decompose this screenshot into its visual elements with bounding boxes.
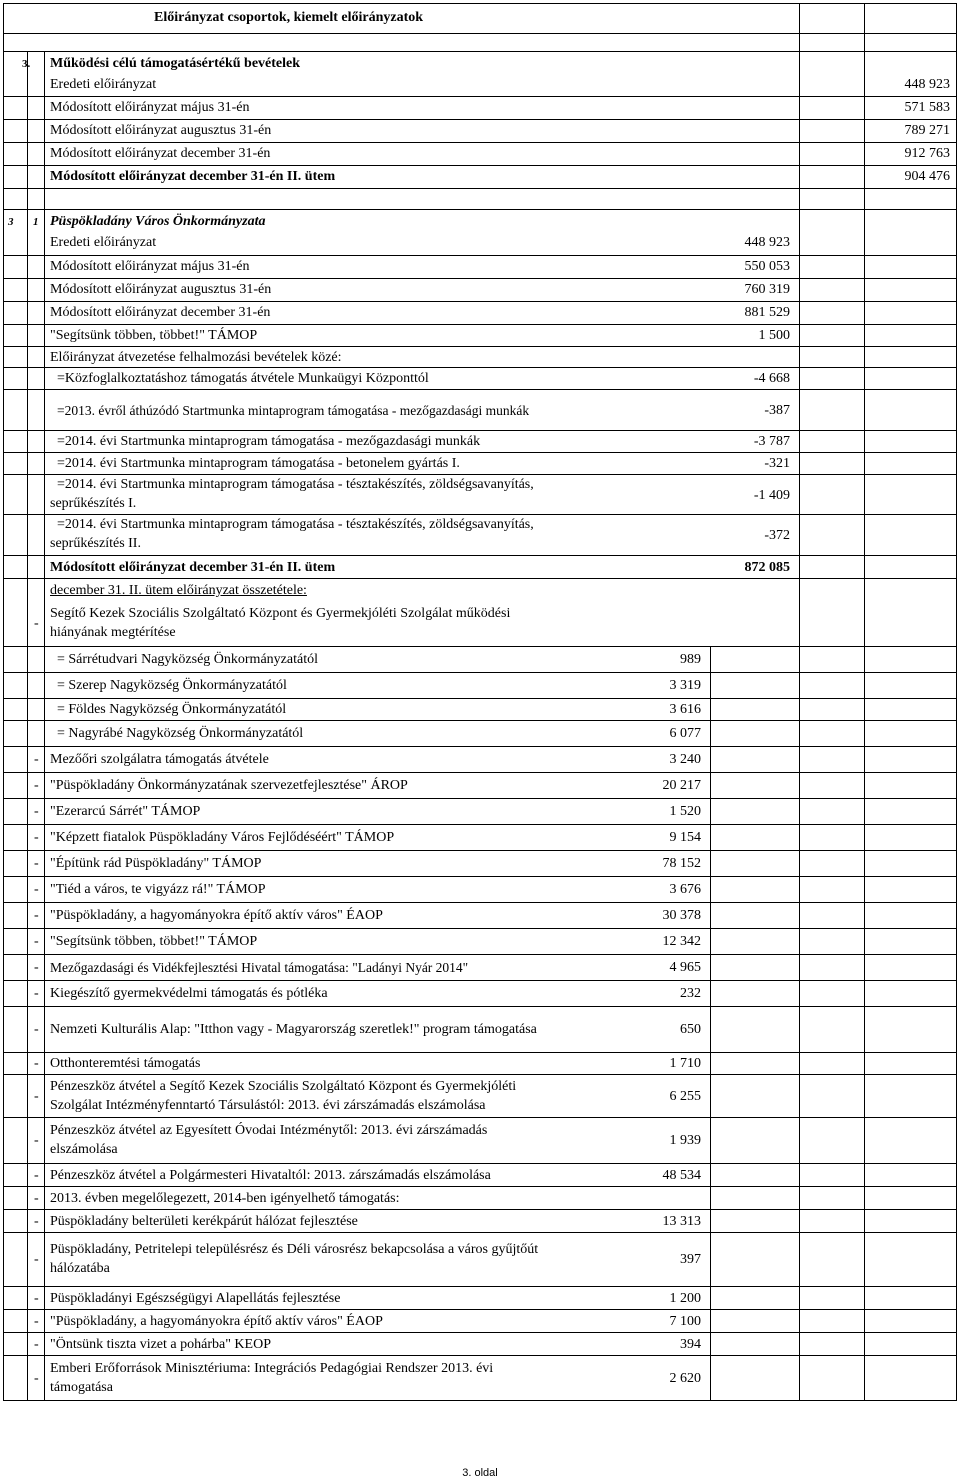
list-item — [4, 929, 956, 955]
sub-row-item — [4, 431, 956, 453]
row-value: 904 476 — [904, 169, 950, 184]
bullet-dash: - — [34, 1191, 39, 1206]
item-label-line1: Pénzeszköz átvétel a Segítő Kezek Szociális Szolgáltató Központ és Gyermekjóléti — [50, 1079, 517, 1094]
list-item — [4, 1118, 956, 1164]
item-label: "Ezerarcú Sárrét" TÁMOP — [50, 804, 201, 819]
composition-row — [4, 579, 956, 601]
section-row-item — [4, 97, 956, 120]
row-label-line2: seprűkészítés II. — [50, 536, 141, 551]
section-title: Működési célú támogatásértékű bevételek — [50, 56, 301, 71]
sub-row-item — [4, 453, 956, 475]
list-item — [4, 1356, 956, 1401]
bullet-dash: - — [34, 1089, 39, 1104]
item-label: 2013. évben megelőlegezett, 2014-ben igényelhető támogatás: — [50, 1191, 400, 1206]
list-item — [4, 1210, 956, 1233]
section-row-item — [4, 74, 956, 97]
row-value: 881 529 — [744, 305, 790, 320]
bullet-dash: - — [34, 804, 39, 819]
item-label: = Földes Nagyközség Önkormányzatától — [57, 702, 287, 717]
sub-row-item — [4, 279, 956, 302]
list-item — [4, 721, 956, 747]
item-value: 650 — [680, 1022, 701, 1037]
row-label-line2: seprűkészítés I. — [50, 496, 137, 511]
sub-row-item — [4, 325, 956, 347]
item-label: Mezőgazdasági és Vidékfejlesztési Hivatal támogatása: "Ladányi Nyár 2014" — [50, 960, 469, 975]
row-value: 789 271 — [904, 123, 950, 138]
bullet-dash: - — [34, 1133, 39, 1148]
row-value: -3 787 — [753, 434, 790, 449]
item-value: 20 217 — [662, 778, 701, 793]
item-value: 2 620 — [669, 1371, 701, 1386]
row-label: Módosított előirányzat december 31-én — [50, 305, 271, 320]
item-label-line2: hiányának megtérítése — [50, 625, 176, 640]
sub-row-item — [4, 475, 956, 515]
list-item — [4, 647, 956, 673]
composition-label: december 31. II. ütem előirányzat összetétele: — [50, 583, 307, 598]
bullet-dash: - — [34, 616, 39, 631]
bullet-dash: - — [34, 1056, 39, 1071]
page-title: Előirányzat csoportok, kiemelt előirányzatok — [154, 10, 424, 25]
row-value: -1 409 — [753, 488, 790, 503]
row-value: 448 923 — [744, 235, 790, 250]
item-label: "Öntsünk tiszta vizet a pohárba" KEOP — [50, 1337, 271, 1352]
list-item — [4, 825, 956, 851]
item-value: 3 240 — [669, 752, 701, 767]
row-label: Eredeti előirányzat — [50, 77, 157, 92]
table-header — [4, 4, 956, 34]
row-label: =2014. évi Startmunka mintaprogram támogatása - mezőgazdasági munkák — [57, 434, 481, 449]
page-footer: 3. oldal — [462, 1467, 498, 1479]
sub-row-item — [4, 256, 956, 279]
row-value: 448 923 — [904, 77, 950, 92]
bullet-dash: - — [34, 1252, 39, 1267]
item-label: "Tiéd a város, te vigyázz rá!" TÁMOP — [50, 882, 266, 897]
row-value: -387 — [764, 403, 790, 418]
total-label: Módosított előirányzat december 31-én II. ütem — [50, 560, 336, 575]
sub-row-item — [4, 390, 956, 431]
bullet-dash: - — [34, 1291, 39, 1306]
item-label-line1: Püspökladány, Petritelepi településrész és Déli városrész bekapcsolása a város gyűjtőút — [50, 1242, 539, 1257]
row-value: -372 — [764, 528, 790, 543]
item-label: "Püspökladány, a hagyományokra építő aktív város" ÉAOP — [50, 908, 383, 923]
row-label: Előirányzat átvezetése felhalmozási bevételek közé: — [50, 350, 342, 365]
list-item — [4, 799, 956, 825]
item-value: 7 100 — [669, 1314, 701, 1329]
row-label: =2014. évi Startmunka mintaprogram támogatása - betonelem gyártás I. — [57, 456, 460, 471]
list-item — [4, 1233, 956, 1287]
list-item — [4, 773, 956, 799]
list-item — [4, 851, 956, 877]
item-value: 13 313 — [662, 1214, 701, 1229]
item-label: "Segítsünk többen, többet!" TÁMOP — [50, 934, 258, 949]
row-label-line1: =2014. évi Startmunka mintaprogram támogatása - tésztakészítés, zöldségsavanyítás, — [57, 517, 534, 532]
item-label: Püspökladány belterületi kerékpárút hálózat fejlesztése — [50, 1214, 358, 1229]
row-label: Módosított előirányzat május 31-én — [50, 100, 250, 115]
list-item — [4, 1053, 956, 1075]
bullet-dash: - — [34, 1337, 39, 1352]
list-item — [4, 903, 956, 929]
sub-number-2: 1 — [33, 216, 39, 228]
item-label-line2: elszámolása — [50, 1142, 118, 1157]
item-label: "Püspökladány, a hagyományokra építő aktív város" ÉAOP — [50, 1314, 383, 1329]
bullet-dash: - — [34, 778, 39, 793]
list-item — [4, 601, 956, 647]
row-label: Módosított előirányzat december 31-én II. ütem — [50, 169, 336, 184]
item-label: Pénzeszköz átvétel a Polgármesteri Hivataltól: 2013. zárszámadás elszámolása — [50, 1168, 491, 1183]
item-value: 3 319 — [669, 678, 701, 693]
item-value: 9 154 — [669, 830, 701, 845]
row-label: Módosított előirányzat augusztus 31-én — [50, 282, 272, 297]
col-line-1 — [27, 52, 28, 1400]
section-row-item — [4, 166, 956, 189]
bullet-dash: - — [34, 882, 39, 897]
item-value: 232 — [680, 986, 701, 1001]
row-value: 912 763 — [904, 146, 950, 161]
item-label: = Szerep Nagyközség Önkormányzatától — [57, 678, 287, 693]
item-value: 6 077 — [669, 726, 701, 741]
list-item — [4, 1187, 956, 1210]
section-row — [4, 52, 956, 74]
sub-row-item — [4, 368, 956, 390]
row-value: 550 053 — [744, 259, 790, 274]
row-label: =Közfoglalkoztatáshoz támogatás átvétele Munkaügyi Központtól — [57, 371, 429, 386]
section-number: 3. — [22, 58, 31, 70]
sub-total-row — [4, 556, 956, 579]
list-item — [4, 673, 956, 699]
spacer-row — [4, 189, 956, 210]
item-value: 6 255 — [669, 1089, 701, 1104]
list-item — [4, 1310, 956, 1333]
bullet-dash: - — [34, 1214, 39, 1229]
list-item — [4, 747, 956, 773]
item-label-line1: Pénzeszköz átvétel az Egyesített Óvodai Intézménytől: 2013. évi zárszámadás — [50, 1123, 488, 1138]
item-label-line2: Szolgálat Intézményfenntartó Társulástól: 2013. évi zárszámadás elszámolása — [50, 1098, 486, 1113]
section-row-item — [4, 120, 956, 143]
list-item — [4, 1075, 956, 1118]
item-value: 78 152 — [662, 856, 701, 871]
row-value: -321 — [764, 456, 790, 471]
sub-row-item — [4, 347, 956, 368]
list-item — [4, 1164, 956, 1187]
item-label-line2: hálózatába — [50, 1261, 110, 1276]
bullet-dash: - — [34, 908, 39, 923]
sub-row-item — [4, 232, 956, 256]
item-label: = Sárrétudvari Nagyközség Önkormányzatától — [57, 652, 318, 667]
list-item — [4, 699, 956, 721]
bullet-dash: - — [34, 752, 39, 767]
bullet-dash: - — [34, 986, 39, 1001]
row-label: =2013. évről áthúzódó Startmunka mintaprogram támogatása - mezőgazdasági munkák — [57, 403, 530, 418]
sub-title-row — [4, 210, 956, 232]
list-item — [4, 981, 956, 1007]
list-item — [4, 955, 956, 981]
row-value: 1 500 — [758, 328, 790, 343]
row-label: Módosított előirányzat május 31-én — [50, 259, 250, 274]
row-label-line1: =2014. évi Startmunka mintaprogram támogatása - tésztakészítés, zöldségsavanyítás, — [57, 477, 534, 492]
item-value: 1 200 — [669, 1291, 701, 1306]
bullet-dash: - — [34, 960, 39, 975]
item-label: "Építünk rád Püspökladány" TÁMOP — [50, 856, 262, 871]
item-label-line1: Segítő Kezek Szociális Szolgáltató Központ és Gyermekjóléti Szolgálat működési — [50, 606, 511, 621]
item-label: "Püspökladány Önkormányzatának szervezetfejlesztése" ÁROP — [50, 778, 408, 793]
bullet-dash: - — [34, 1371, 39, 1386]
bullet-dash: - — [34, 1168, 39, 1183]
item-value: 394 — [680, 1337, 701, 1352]
row-label: Módosított előirányzat december 31-én — [50, 146, 271, 161]
item-label-line1: Emberi Erőforrások Minisztériuma: Integrációs Pedagógiai Rendszer 2013. évi — [50, 1361, 494, 1376]
item-label-line2: támogatása — [50, 1380, 113, 1395]
item-value: 3 676 — [669, 882, 701, 897]
sub-row-item — [4, 515, 956, 556]
list-item — [4, 1333, 956, 1356]
item-value: 1 710 — [669, 1056, 701, 1071]
bullet-dash: - — [34, 830, 39, 845]
item-value: 4 965 — [669, 960, 701, 975]
col-line-3 — [799, 4, 800, 1400]
list-item — [4, 1287, 956, 1310]
item-value: 48 534 — [662, 1168, 701, 1183]
item-value: 397 — [680, 1252, 701, 1267]
item-label: = Nagyrábé Nagyközség Önkormányzatától — [57, 726, 304, 741]
sub-row-item — [4, 302, 956, 325]
item-label: Otthonteremtési támogatás — [50, 1056, 201, 1071]
item-value: 12 342 — [662, 934, 701, 949]
item-label: "Képzett fiatalok Püspökladány Város Fejlődéséért" TÁMOP — [50, 830, 395, 845]
sub-number-1: 3 — [8, 216, 14, 228]
section-row-item — [4, 143, 956, 166]
item-value: 1 939 — [669, 1133, 701, 1148]
blank-row — [4, 34, 956, 52]
bullet-dash: - — [34, 1314, 39, 1329]
bullet-dash: - — [34, 1022, 39, 1037]
item-label: Püspökladányi Egészségügyi Alapellátás fejlesztése — [50, 1291, 341, 1306]
sub-title: Püspökladány Város Önkormányzata — [50, 214, 266, 229]
item-value: 30 378 — [662, 908, 701, 923]
total-value: 872 085 — [744, 560, 790, 575]
budget-table — [3, 3, 957, 1401]
bullet-dash: - — [34, 934, 39, 949]
bullet-dash: - — [34, 856, 39, 871]
row-value: -4 668 — [753, 371, 790, 386]
item-value: 989 — [680, 652, 701, 667]
item-label: Kiegészítő gyermekvédelmi támogatás és pótléka — [50, 986, 328, 1001]
list-item — [4, 877, 956, 903]
row-value: 760 319 — [744, 282, 790, 297]
item-value-col-line — [710, 647, 711, 1400]
list-item — [4, 1007, 956, 1053]
item-value: 1 520 — [669, 804, 701, 819]
row-label: "Segítsünk többen, többet!" TÁMOP — [50, 328, 258, 343]
item-value: 3 616 — [669, 702, 701, 717]
row-label: Eredeti előirányzat — [50, 235, 157, 250]
item-label: Nemzeti Kulturális Alap: "Itthon vagy - Magyarország szeretlek!" program támogatása — [50, 1022, 537, 1037]
col-line-4 — [864, 4, 865, 1400]
col-line-2 — [44, 52, 45, 1400]
row-label: Módosított előirányzat augusztus 31-én — [50, 123, 272, 138]
item-label: Mezőőri szolgálatra támogatás átvétele — [50, 752, 269, 767]
row-value: 571 583 — [904, 100, 950, 115]
